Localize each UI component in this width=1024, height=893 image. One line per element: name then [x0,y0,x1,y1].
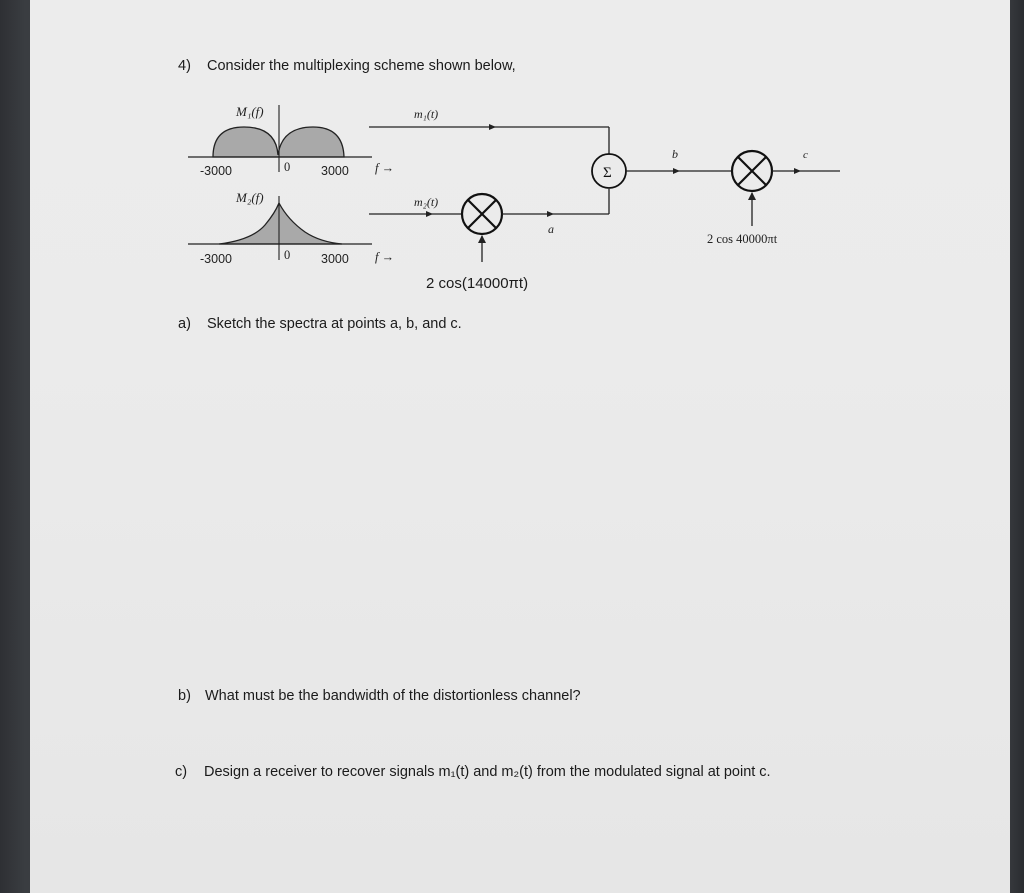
spectrum2-plot [188,196,372,260]
signal1-label: m₁(t) [414,107,439,121]
spectrum1-tick-right: 3000 [321,164,349,178]
summer-symbol: Σ [603,165,612,181]
question-text: Consider the multiplexing scheme shown below, [207,58,516,74]
carrier2-arrowhead [748,192,756,200]
spectrum2-curve [219,203,342,244]
mixer2 [732,151,772,191]
part-b-label: b) [178,688,191,704]
point-b-label: b [672,147,678,161]
mixer1-output-arrowhead [547,211,554,217]
spectrum1-label: M₁(f) [236,104,264,119]
part-c-label: c) [175,764,188,780]
carrier2-label: 2 cos 40000πt [707,232,778,246]
signal1-arrowhead [489,124,496,130]
carrier1-arrowhead [478,235,486,243]
final-output-arrowhead [794,168,801,174]
spectrum2-tick-right: 3000 [321,252,349,266]
part-b-text: What must be the bandwidth of the distortionless channel? [205,688,581,704]
spectrum1-axis-var: f → [375,161,395,175]
spectrum2-label: M₂(f) [236,190,264,205]
signal2-label: m₂(t) [414,195,439,209]
mixer1 [462,194,502,234]
point-c-label: c [803,149,808,161]
carrier1-label: 2 cos(14000πt) [426,275,529,292]
spectrum1-tick-zero: 0 [284,160,291,174]
part-c-text: Design a receiver to recover signals m₁(t) and m₂(t) from the modulated signal at point c. [204,764,771,780]
spectrum2-axis-var: f → [375,250,395,264]
point-a-label: a [548,222,554,236]
part-a-text: Sketch the spectra at points a, b, and c. [207,316,462,332]
question-number: 4) [178,58,191,74]
spectrum1-tick-left: -3000 [200,164,232,178]
part-a-label: a) [178,316,191,332]
spectrum1-plot [188,105,372,172]
summer-output-arrowhead [673,168,680,174]
spectrum2-tick-left: -3000 [200,252,232,266]
signal2-arrowhead [426,211,433,217]
spectrum2-tick-zero: 0 [284,248,291,262]
